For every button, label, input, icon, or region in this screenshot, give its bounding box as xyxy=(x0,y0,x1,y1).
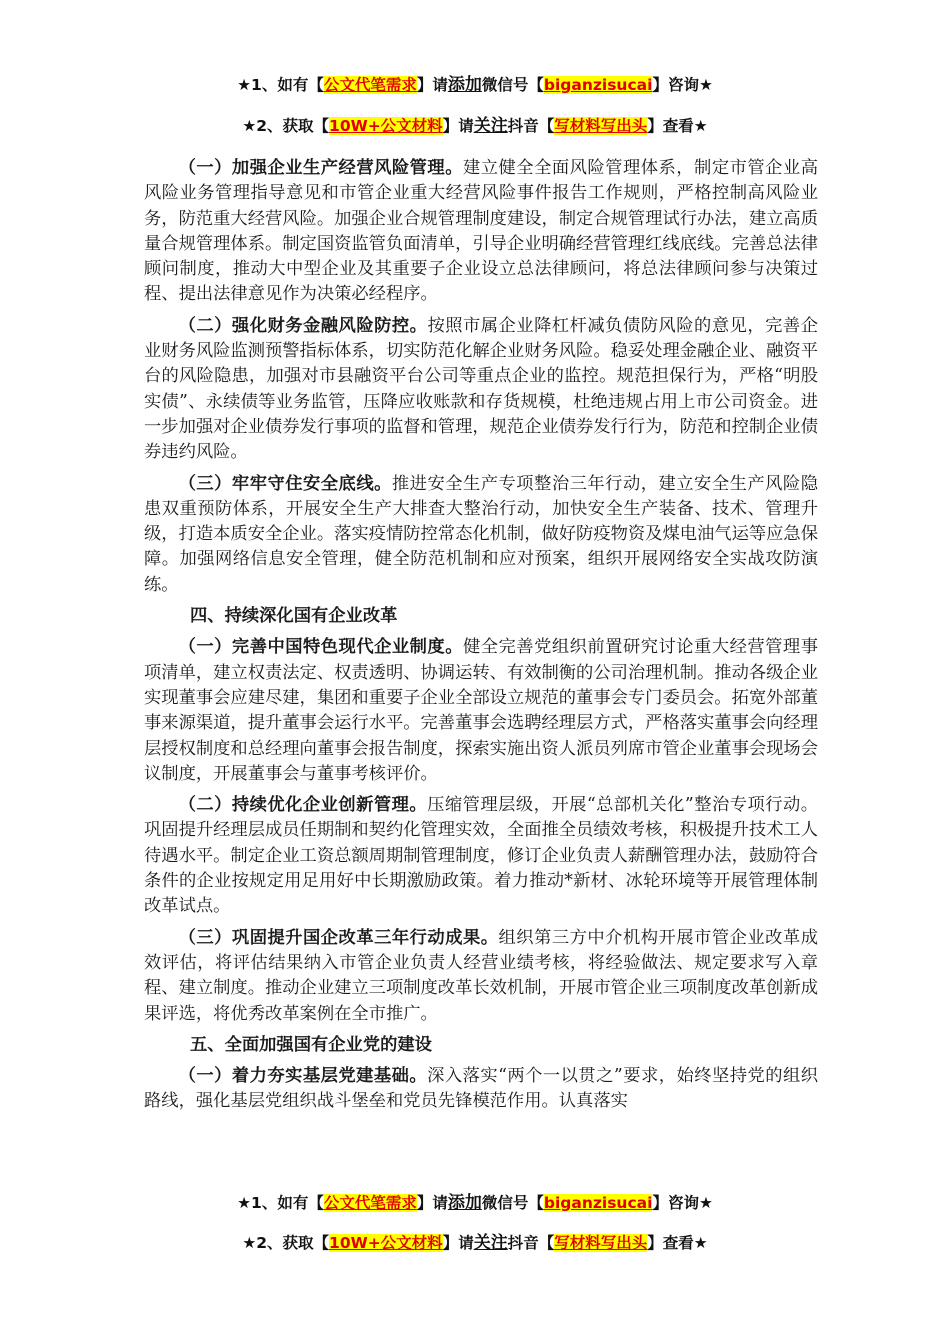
banner-text: 】咨询★ xyxy=(652,1194,713,1212)
banner-text: 】查看★ xyxy=(647,1234,708,1252)
section-heading: 四、持续深化国有企业改革 xyxy=(190,606,398,627)
paragraph-body: 推进安全生产专项整治三年行动，建立安全生产风险隐患双重预防体系，开展安全生产大排查大整治行动，加快安全生产装备、技术、管理升级，打造本质安全企业。落实疫情防控常态化机制，做好防疫物资及煤电油气运等应急保障。加强网络信息安全管理，健全防范机制和应对预案，组织开展网络安全实战攻防演练。 xyxy=(144,473,818,595)
banner-text: ★2、获取【 xyxy=(242,1234,330,1252)
paragraph xyxy=(144,635,818,787)
paragraph-lead: （一）完善中国特色现代企业制度。 xyxy=(178,637,463,658)
paragraph-body: 按照市属企业降杠杆减负债防风险的意见，完善企业财务风险监测预警指标体系，切实防范化解企业财务风险。稳妥处理金融企业、融资平台的风险隐患，加强对市县融资平台公司等重点企业的监控。规范担保行为，严格“明股实债”、永续债等业务监管，压降应收账款和存货规模，杜绝违规占用上市公司资金。进一步加强对企业债券发行事项的监督和管理，规范企业债券发行行为，防范和控制企业债券违约风险。 xyxy=(144,315,818,463)
paragraph-body: 健全完善党组织前置研究讨论重大经营管理事项清单，建立权责法定、权责透明、协调运转、有效制衡的公司治理机制。推动各级企业实现董事会应建尽建，集团和重要子企业全部设立规范的董事会专门委员会。拓宽外部董事来源渠道，提升董事会运行水平。完善董事会选聘经理层方式，严格落实董事会向经理层授权制度和总经理向董事会报告制度，探索实施出资人派员列席市管企业董事会现场会议制度，开展董事会与董事考核评价。 xyxy=(144,637,818,784)
underlined-text: 添加 xyxy=(447,75,482,95)
paragraph-body: 压缩管理层级，开展“总部机关化”整治专项行动。巩固提升经理层成员任期制和契约化管理实效，全面推全员绩效考核，积极提升技术工人待遇水平。制定企业工资总额周期制管理制度，修订企业负责人薪酬管理办法，鼓励符合条件的企业按规定用足用好中长期激励政策。着力推动*新材、冰轮环境等开展管理体制改革试点。 xyxy=(144,795,818,917)
paragraph xyxy=(144,926,818,1027)
banner-text: 】请 xyxy=(442,117,474,135)
highlight-text: biganzisucai xyxy=(543,1194,653,1212)
banner-text: 抖音【 xyxy=(507,117,555,135)
promo-banner-top-1 xyxy=(0,70,950,95)
highlight-text: 公文代笔需求 xyxy=(323,76,417,94)
banner-text: 】查看★ xyxy=(647,117,708,135)
paragraph xyxy=(144,1064,818,1115)
banner-text: ★2、获取【 xyxy=(242,117,330,135)
highlight-text: 公文代笔需求 xyxy=(323,1194,417,1212)
banner-text: 】请 xyxy=(442,1234,474,1252)
paragraph xyxy=(144,314,818,466)
document-body xyxy=(144,156,818,1121)
promo-banner-bottom-2 xyxy=(0,1228,950,1253)
underlined-text: 添加 xyxy=(447,1193,482,1213)
highlight-text: 10W+公文材料 xyxy=(329,117,443,135)
paragraph-lead: （三）牢牢守住安全底线。 xyxy=(178,473,392,494)
paragraph xyxy=(144,472,818,598)
banner-text: 】请 xyxy=(416,1194,448,1212)
paragraph-lead: （三）巩固提升国企改革三年行动成果。 xyxy=(178,927,499,948)
underlined-text: 关注 xyxy=(473,1233,508,1253)
highlight-text: 写材料写出头 xyxy=(554,1234,648,1252)
section-heading: 五、全面加强国有企业党的建设 xyxy=(190,1034,432,1055)
paragraph-lead: （一）加强企业生产经营风险管理。 xyxy=(178,158,463,178)
paragraph-lead: （一）着力夯实基层党建基础。 xyxy=(178,1066,428,1087)
paragraph-body: 深入落实“两个一以贯之”要求，始终坚持党的组织路线，强化基层党组织战斗堡垒和党员先锋模范作用。认真落实 xyxy=(144,1066,818,1112)
highlight-text: biganzisucai xyxy=(543,76,653,94)
promo-banner-top-2 xyxy=(0,111,950,136)
underlined-text: 关注 xyxy=(473,116,508,136)
promo-banner-bottom-1 xyxy=(0,1188,950,1213)
paragraph xyxy=(144,156,818,308)
banner-text: 微信号【 xyxy=(481,76,544,94)
banner-text: 抖音【 xyxy=(507,1234,555,1252)
banner-text: ★1、如有【 xyxy=(237,76,324,94)
highlight-text: 10W+公文材料 xyxy=(329,1234,443,1252)
banner-text: 】请 xyxy=(416,76,448,94)
banner-text: 微信号【 xyxy=(481,1194,544,1212)
paragraph-body: 组织第三方中介机构开展市管企业改革成效评估，将评估结果纳入市管企业负责人经营业绩考核，将经验做法、规定要求写入章程、建立制度。推动企业建立三项制度改革长效机制，开展市管企业三项制度改革创新成果评选，将优秀改革案例在全市推广。 xyxy=(144,927,818,1024)
banner-text: 】咨询★ xyxy=(652,76,713,94)
highlight-text: 写材料写出头 xyxy=(554,117,648,135)
paragraph-lead: （二）持续优化企业创新管理。 xyxy=(178,795,428,816)
paragraph-body: 建立健全全面风险管理体系，制定市管企业高风险业务管理指导意见和市管企业重大经营风险事件报告工作规则，严格控制高风险业务，防范重大经营风险。加强企业合规管理制度建设，制定合规管理试行办法，建立高质量合规管理体系。制定国资监管负面清单，引导企业明确经营管理红线底线。完善总法律顾问制度，推动大中型企业及其重要子企业设立总法律顾问，将总法律顾问参与决策过程、提出法律意见作为决策必经程序。 xyxy=(144,158,818,305)
paragraph-lead: （二）强化财务金融风险防控。 xyxy=(178,315,428,336)
banner-text: ★1、如有【 xyxy=(237,1194,324,1212)
paragraph xyxy=(144,793,818,919)
